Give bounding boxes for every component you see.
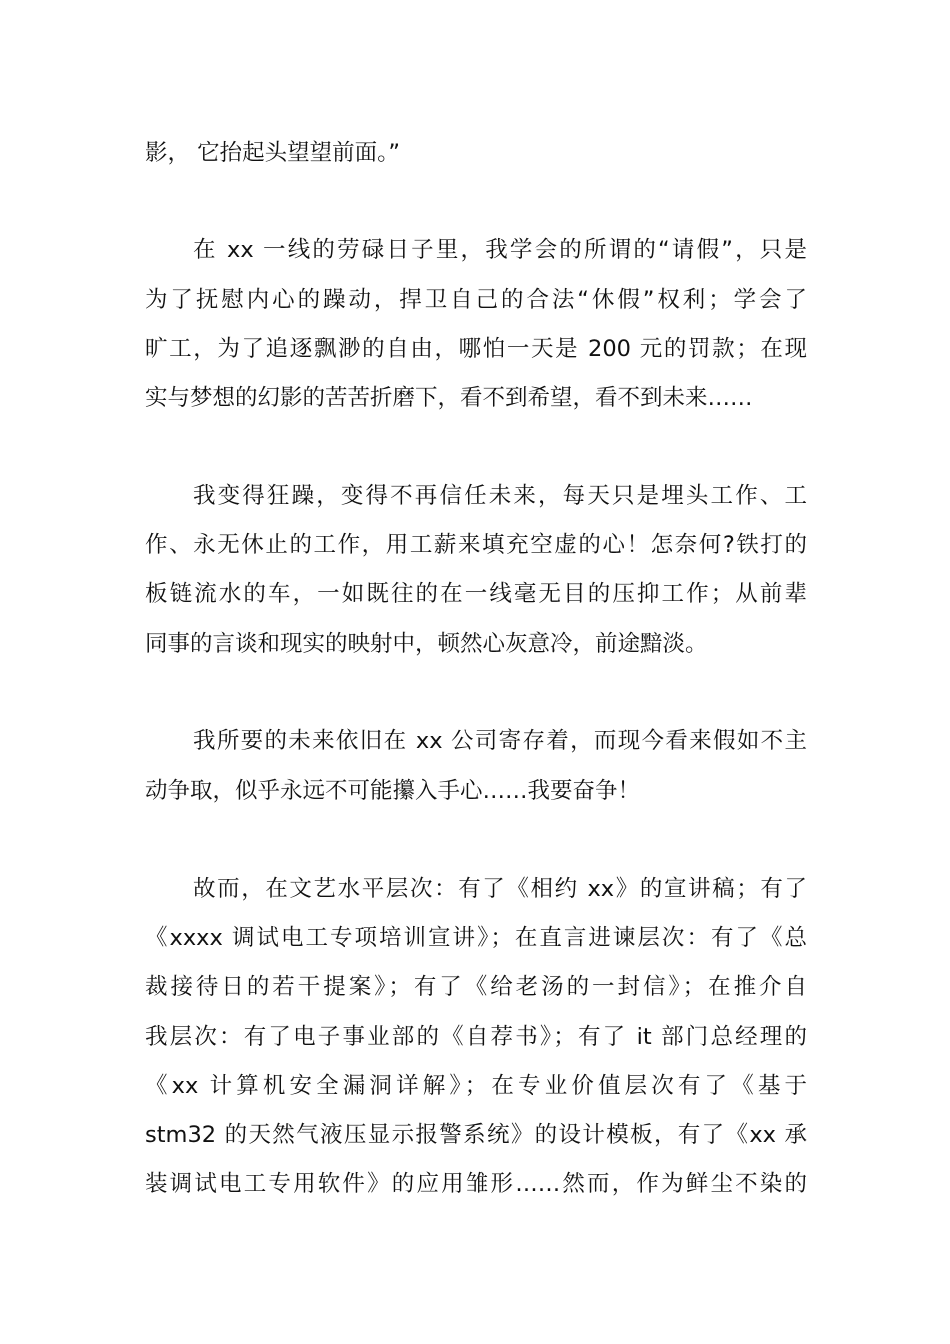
- paragraph-line: 同事的言谈和现实的映射中，顿然心灰意冷，前途黯淡。: [145, 631, 708, 657]
- paragraph-line: 我所要的未来依旧在 xx 公司寄存着，而现今看来假如不主: [193, 728, 807, 754]
- paragraph-line: 《xx 计算机安全漏洞详解》；在专业价值层次有了《基于: [145, 1073, 807, 1099]
- paragraph-line: 我变得狂躁，变得不再信任未来，每天只是埋头工作、工: [193, 483, 807, 509]
- paragraph-line: stm32 的天然气液压显示报警系统》的设计模板，有了《xx 承: [145, 1122, 807, 1148]
- paragraph-line: 《xxxx 调试电工专项培训宣讲》；在直言进谏层次：有了《总: [145, 925, 807, 951]
- paragraph-line: 旷工，为了追逐飘渺的自由，哪怕一天是 200 元的罚款；在现: [145, 336, 807, 362]
- paragraph-line: 裁接待日的若干提案》；有了《给老汤的一封信》；在推介自: [145, 974, 807, 1000]
- paragraph-line: 我层次：有了电子事业部的《自荐书》；有了 it 部门总经理的: [145, 1024, 807, 1050]
- paragraph-line: 作、永无休止的工作，用工薪来填充空虚的心！怎奈何?铁打的: [145, 532, 807, 558]
- paragraph-line: 装调试电工专用软件》的应用雏形……然而，作为鲜尘不染的: [145, 1171, 807, 1197]
- paragraph-line: 动争取，似乎永远不可能攥入手心……我要奋争！: [145, 778, 641, 804]
- paragraph-line: 板链流水的车，一如既往的在一线毫无目的压抑工作；从前辈: [145, 581, 807, 607]
- paragraph-line: 在 xx 一线的劳碌日子里，我学会的所谓的“请假”，只是: [193, 237, 807, 263]
- paragraph-line: 影， 它抬起头望望前面。”: [145, 140, 401, 166]
- paragraph-line: 为了抚慰内心的躁动，捍卫自己的合法“休假”权利；学会了: [145, 287, 807, 313]
- paragraph-line: 故而，在文艺水平层次：有了《相约 xx》的宣讲稿；有了: [193, 876, 807, 902]
- paragraph-line: 实与梦想的幻影的苦苦折磨下，看不到希望，看不到未来……: [145, 385, 753, 411]
